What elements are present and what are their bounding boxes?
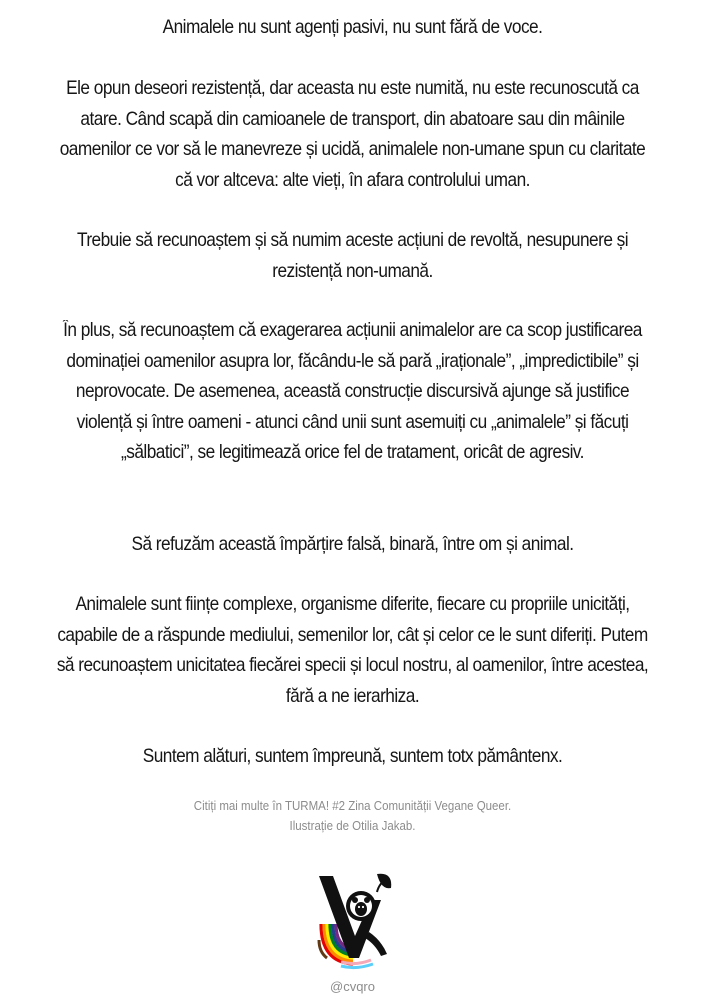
- credits-illustration: Ilustrație de Otilia Jakab.: [289, 819, 416, 833]
- social-handle: @cvqro: [330, 979, 375, 994]
- paragraph-exaggeration: În plus, să recunoaștem că exagerarea acțiunii animalelor are ca scop justificarea dominației oamenilor asupra lor, făcându-le să pară „iraționale”, „impredictibile” și neprovocate. De asemenea, această construcție discursivă ajunge să justifice violență și între oameni - atunci când unii sunt asemuiți cu „animalele” și făcuți „sălbatici”, se legitimează orice fel de tratament, oricât de agresiv.: [63, 320, 642, 463]
- cvq-logo-icon: [311, 870, 395, 970]
- paragraph-recognize: Trebuie să recunoaștem și să numim aceste acțiuni de revoltă, nesupunere și rezistență non-umană.: [76, 230, 629, 282]
- paragraph-resistance: Ele opun deseori rezistență, dar aceasta nu este numită, nu este recunoscută ca atare. Când scapă din camioanele de transport, din abatoare sau din mâinile oamenilor ce vor să le manevreze și ucidă, animalele non-umane spun cu claritate că vor altceva: alte vieți, în afara controlului uman.: [59, 78, 646, 191]
- credits-source: Citiți mai multe în TURMA! #2 Zina Comunității Vegane Queer.: [193, 799, 512, 813]
- paragraph-intro: Animalele nu sunt agenți pasivi, nu sunt fără de voce.: [162, 17, 543, 38]
- paragraph-complex-beings: Animalele sunt ființe complexe, organisme diferite, fiecare cu propriile unicități, capabile de a răspunde mediului, semenilor lor, cât și celor ce le sunt diferiți. Putem să recunoaștem unicitatea fiecărei specii și locul nostru, al oamenilor, între acestea, fără a ne ierarhiza.: [56, 594, 649, 707]
- paragraph-together: Suntem alături, suntem împreună, suntem totx pământenx.: [142, 746, 563, 767]
- credits: [28, 796, 677, 836]
- paragraph-refuse: Să refuzăm această împărțire falsă, binară, între om și animal.: [131, 534, 574, 555]
